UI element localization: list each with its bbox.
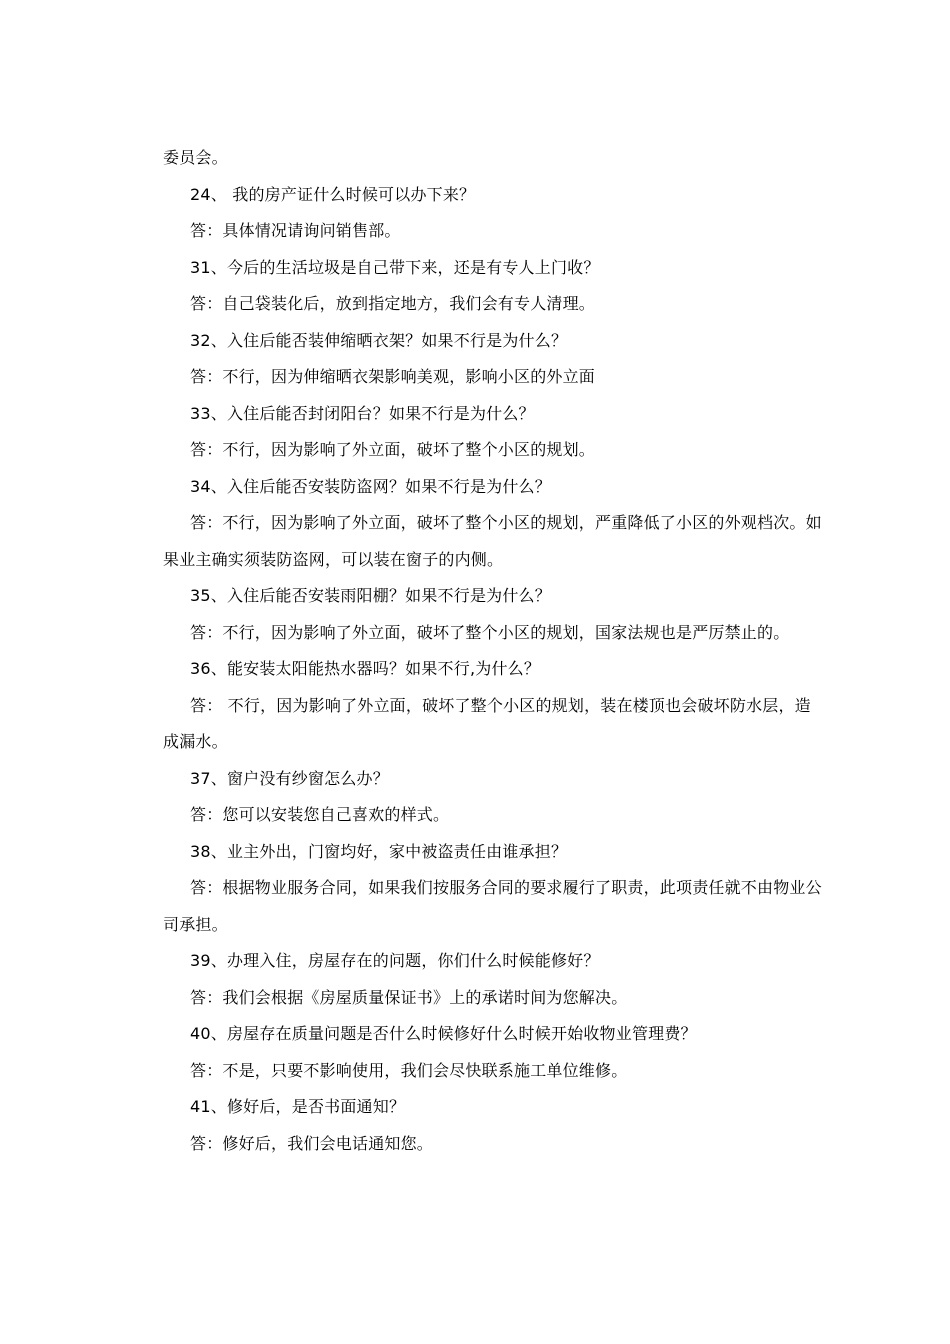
question-40: 40、房屋存在质量问题是否什么时候修好什么时候开始收物业管理费？ — [190, 1024, 697, 1043]
question-31: 31、今后的生活垃圾是自己带下来，还是有专人上门收？ — [190, 257, 600, 277]
answer-40: 答：不是，只要不影响使用，我们会尽快联系施工单位维修。 — [190, 1060, 628, 1080]
answer-34: 答：不行，因为影响了外立面，破坏了整个小区的规划，严重降低了小区的外观档次。如果业主确实须装防盗网，可以装在窗子的内侧。 — [163, 513, 822, 569]
question-32: 32、入住后能否装伸缩晒衣架？如果不行是为什么？ — [190, 330, 568, 350]
answer-31: 答：自己袋装化后，放到指定地方，我们会有专人清理。 — [190, 294, 596, 313]
question-34: 34、入住后能否安装防盗网？如果不行是为什么？ — [190, 476, 551, 496]
answer-33: 答：不行，因为影响了外立面，破坏了整个小区的规划。 — [190, 440, 596, 459]
answer-24: 答：具体情况请询问销售部。 — [190, 221, 401, 240]
answer-37: 答：您可以安装您自己喜欢的样式。 — [190, 805, 450, 824]
faq-text-block — [163, 140, 823, 1162]
answer-41: 答：修好后，我们会电话通知您。 — [190, 1133, 434, 1153]
question-38: 38、业主外出，门窗均好，家中被盗责任由谁承担？ — [190, 841, 568, 861]
answer-32: 答：不行，因为伸缩晒衣架影响美观，影响小区的外立面 — [190, 367, 596, 386]
question-33: 33、入住后能否封闭阳台？如果不行是为什么？ — [190, 403, 535, 423]
question-41: 41、修好后，是否书面通知？ — [190, 1097, 406, 1116]
question-24: 24、 我的房产证什么时候可以办下来？ — [190, 184, 476, 204]
paragraph-continuation: 委员会。 — [163, 148, 228, 167]
answer-35: 答：不行，因为影响了外立面，破坏了整个小区的规划，国家法规也是严厉禁止的。 — [190, 622, 790, 642]
question-35: 35、入住后能否安装雨阳棚？如果不行是为什么？ — [190, 586, 551, 605]
answer-38: 答：根据物业服务合同，如果我们按服务合同的要求履行了职责，此项责任就不由物业公司承担。 — [163, 878, 822, 934]
question-36: 36、能安装太阳能热水器吗？如果不行,为什么？ — [190, 659, 541, 678]
question-37: 37、窗户没有纱窗怎么办？ — [190, 768, 389, 788]
question-39: 39、办理入住，房屋存在的问题，你们什么时候能修好？ — [190, 951, 600, 970]
answer-39: 答：我们会根据《房屋质量保证书》上的承诺时间为您解决。 — [190, 987, 628, 1007]
answer-36: 答： 不行，因为影响了外立面，破坏了整个小区的规划，装在楼顶也会破坏防水层，造成漏水。 — [163, 695, 811, 751]
